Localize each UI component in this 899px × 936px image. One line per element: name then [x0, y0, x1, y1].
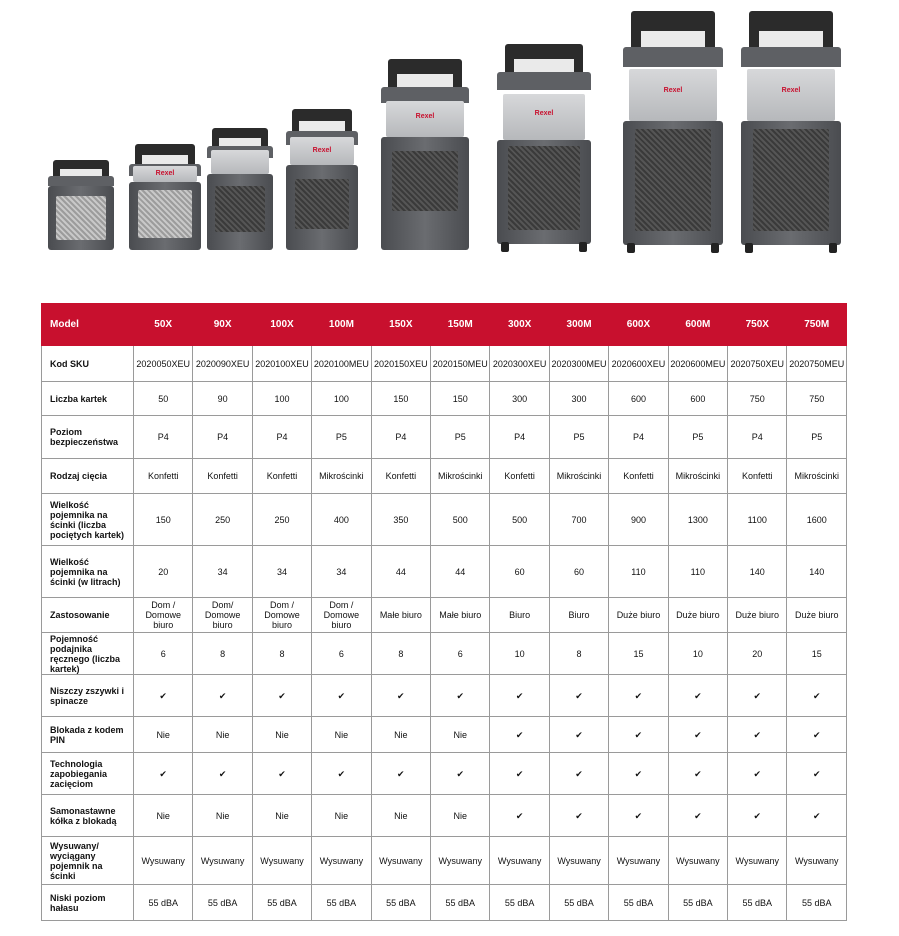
table-cell: 8	[549, 633, 608, 675]
checkmark-icon: ✔	[431, 675, 490, 717]
table-cell: 20	[134, 546, 193, 598]
header-model-300m: 300M	[549, 304, 608, 346]
checkmark-icon: ✔	[312, 753, 371, 795]
table-cell: 500	[490, 494, 549, 546]
checkmark-icon: ✔	[609, 675, 668, 717]
checkmark-icon: ✔	[252, 675, 311, 717]
table-cell: Konfetti	[193, 459, 252, 494]
table-cell: Nie	[193, 717, 252, 753]
table-cell: 140	[787, 546, 847, 598]
table-cell: 750	[787, 382, 847, 416]
table-cell: P5	[312, 416, 371, 459]
checkmark-icon: ✔	[431, 753, 490, 795]
checkmark-icon: ✔	[668, 717, 727, 753]
table-cell: 55 dBA	[312, 885, 371, 921]
table-cell: 2020750MEU	[787, 346, 847, 382]
table-cell: Nie	[134, 795, 193, 837]
shredder-image-750x	[741, 11, 841, 245]
row-label: Pojemność podajnika ręcznego (liczba kartek)	[42, 633, 134, 675]
table-cell: 15	[787, 633, 847, 675]
header-model-150x: 150X	[371, 304, 430, 346]
table-row	[42, 675, 847, 717]
checkmark-icon: ✔	[787, 795, 847, 837]
checkmark-icon: ✔	[252, 753, 311, 795]
table-cell: P4	[193, 416, 252, 459]
table-cell: 55 dBA	[193, 885, 252, 921]
table-cell: Dom / Domowe biuro	[252, 598, 311, 633]
table-row	[42, 416, 847, 459]
table-cell: P5	[668, 416, 727, 459]
table-cell: Małe biuro	[431, 598, 490, 633]
rexel-logo: Rexel	[534, 110, 554, 117]
table-cell: 700	[549, 494, 608, 546]
table-cell: Konfetti	[609, 459, 668, 494]
table-cell: 10	[668, 633, 727, 675]
shredder-image-100x	[207, 128, 273, 250]
table-row	[42, 346, 847, 382]
table-row	[42, 753, 847, 795]
checkmark-icon: ✔	[609, 717, 668, 753]
table-cell: 2020600MEU	[668, 346, 727, 382]
table-cell: 300	[490, 382, 549, 416]
table-cell: 10	[490, 633, 549, 675]
header-model-600x: 600X	[609, 304, 668, 346]
product-images	[0, 0, 899, 270]
shredder-image-150x	[381, 59, 469, 250]
table-cell: 250	[252, 494, 311, 546]
table-cell: 150	[134, 494, 193, 546]
table-cell: Wysuwany	[609, 837, 668, 885]
checkmark-icon: ✔	[787, 717, 847, 753]
row-label: Wysuwany/ wyciągany pojemnik na ścinki	[42, 837, 134, 885]
table-cell: Mikrościnki	[431, 459, 490, 494]
row-label: Poziom bezpieczeństwa	[42, 416, 134, 459]
checkmark-icon: ✔	[134, 675, 193, 717]
table-cell: Konfetti	[134, 459, 193, 494]
shredder-image-600x	[623, 11, 723, 245]
checkmark-icon: ✔	[134, 753, 193, 795]
table-row	[42, 633, 847, 675]
table-cell: Wysuwany	[252, 837, 311, 885]
checkmark-icon: ✔	[668, 753, 727, 795]
table-row	[42, 837, 847, 885]
shredder-image-100m	[286, 109, 358, 250]
shredder-image-300x	[497, 44, 591, 244]
table-cell: 60	[490, 546, 549, 598]
table-cell: Dom / Domowe biuro	[134, 598, 193, 633]
table-cell: Duże biuro	[668, 598, 727, 633]
header-model-label: Model	[42, 304, 134, 346]
table-cell: Nie	[431, 795, 490, 837]
checkmark-icon: ✔	[549, 753, 608, 795]
table-cell: Duże biuro	[728, 598, 787, 633]
table-cell: 400	[312, 494, 371, 546]
table-cell: 350	[371, 494, 430, 546]
table-cell: 2020050XEU	[134, 346, 193, 382]
row-label: Wielkość pojemnika na ścinki (w litrach)	[42, 546, 134, 598]
table-cell: 60	[549, 546, 608, 598]
checkmark-icon: ✔	[371, 675, 430, 717]
table-cell: Duże biuro	[609, 598, 668, 633]
checkmark-icon: ✔	[312, 675, 371, 717]
table-cell: Duże biuro	[787, 598, 847, 633]
table-cell: 2020300MEU	[549, 346, 608, 382]
table-cell: 15	[609, 633, 668, 675]
header-model-100m: 100M	[312, 304, 371, 346]
table-row	[42, 494, 847, 546]
table-cell: 6	[312, 633, 371, 675]
table-cell: 55 dBA	[252, 885, 311, 921]
table-cell: Biuro	[549, 598, 608, 633]
table-cell: 2020600XEU	[609, 346, 668, 382]
table-cell: 34	[193, 546, 252, 598]
table-cell: Nie	[134, 717, 193, 753]
table-cell: 140	[728, 546, 787, 598]
table-row	[42, 795, 847, 837]
checkmark-icon: ✔	[668, 675, 727, 717]
row-label: Niszczy zszywki i spinacze	[42, 675, 134, 717]
table-cell: P5	[431, 416, 490, 459]
row-label: Blokada z kodem PIN	[42, 717, 134, 753]
table-cell: Konfetti	[371, 459, 430, 494]
checkmark-icon: ✔	[728, 675, 787, 717]
table-cell: 2020300XEU	[490, 346, 549, 382]
checkmark-icon: ✔	[787, 753, 847, 795]
table-cell: 100	[252, 382, 311, 416]
row-label: Rodzaj cięcia	[42, 459, 134, 494]
checkmark-icon: ✔	[668, 795, 727, 837]
table-cell: 34	[252, 546, 311, 598]
table-cell: Mikrościnki	[787, 459, 847, 494]
table-cell: Mikrościnki	[312, 459, 371, 494]
table-cell: 55 dBA	[787, 885, 847, 921]
checkmark-icon: ✔	[193, 675, 252, 717]
table-cell: 110	[609, 546, 668, 598]
table-cell: Konfetti	[728, 459, 787, 494]
table-cell: 8	[193, 633, 252, 675]
table-cell: 8	[252, 633, 311, 675]
checkmark-icon: ✔	[728, 753, 787, 795]
table-cell: 50	[134, 382, 193, 416]
table-row	[42, 382, 847, 416]
checkmark-icon: ✔	[490, 795, 549, 837]
table-cell: 1100	[728, 494, 787, 546]
row-label: Liczba kartek	[42, 382, 134, 416]
table-cell: Konfetti	[252, 459, 311, 494]
table-cell: Wysuwany	[728, 837, 787, 885]
table-cell: 100	[312, 382, 371, 416]
row-label: Kod SKU	[42, 346, 134, 382]
table-header-row	[42, 304, 847, 346]
table-cell: 110	[668, 546, 727, 598]
table-cell: Wysuwany	[371, 837, 430, 885]
table-cell: Nie	[312, 795, 371, 837]
checkmark-icon: ✔	[787, 675, 847, 717]
checkmark-icon: ✔	[193, 753, 252, 795]
table-cell: 750	[728, 382, 787, 416]
header-model-50x: 50X	[134, 304, 193, 346]
table-cell: 2020750XEU	[728, 346, 787, 382]
checkmark-icon: ✔	[490, 753, 549, 795]
checkmark-icon: ✔	[549, 795, 608, 837]
table-row	[42, 459, 847, 494]
table-cell: Małe biuro	[371, 598, 430, 633]
header-model-100x: 100X	[252, 304, 311, 346]
table-cell: Nie	[312, 717, 371, 753]
checkmark-icon: ✔	[490, 675, 549, 717]
table-cell: 55 dBA	[431, 885, 490, 921]
table-cell: 20	[728, 633, 787, 675]
table-cell: 900	[609, 494, 668, 546]
table-cell: 1600	[787, 494, 847, 546]
table-cell: Nie	[252, 795, 311, 837]
checkmark-icon: ✔	[549, 675, 608, 717]
table-cell: 55 dBA	[371, 885, 430, 921]
table-cell: Mikrościnki	[668, 459, 727, 494]
table-cell: P4	[371, 416, 430, 459]
table-cell: P4	[134, 416, 193, 459]
table-cell: Nie	[371, 717, 430, 753]
table-cell: Wysuwany	[431, 837, 490, 885]
checkmark-icon: ✔	[609, 753, 668, 795]
table-cell: Mikrościnki	[549, 459, 608, 494]
row-label: Niski poziom hałasu	[42, 885, 134, 921]
table-cell: 600	[668, 382, 727, 416]
table-cell: 150	[371, 382, 430, 416]
table-cell: P4	[728, 416, 787, 459]
checkmark-icon: ✔	[371, 753, 430, 795]
table-cell: 55 dBA	[134, 885, 193, 921]
table-cell: Konfetti	[490, 459, 549, 494]
shredder-image-50x	[48, 160, 114, 250]
table-cell: 6	[134, 633, 193, 675]
table-cell: 250	[193, 494, 252, 546]
table-cell: 55 dBA	[728, 885, 787, 921]
table-cell: Wysuwany	[193, 837, 252, 885]
table-cell: Nie	[252, 717, 311, 753]
table-cell: 44	[431, 546, 490, 598]
table-cell: 8	[371, 633, 430, 675]
rexel-logo: Rexel	[415, 113, 435, 120]
table-cell: P5	[549, 416, 608, 459]
checkmark-icon: ✔	[728, 795, 787, 837]
table-cell: Biuro	[490, 598, 549, 633]
row-label: Wielkość pojemnika na ścinki (liczba pociętych kartek)	[42, 494, 134, 546]
table-cell: Wysuwany	[549, 837, 608, 885]
spec-table	[41, 303, 847, 921]
header-model-300x: 300X	[490, 304, 549, 346]
table-cell: 600	[609, 382, 668, 416]
header-model-750x: 750X	[728, 304, 787, 346]
table-cell: Nie	[193, 795, 252, 837]
table-cell: Nie	[371, 795, 430, 837]
rexel-logo: Rexel	[155, 170, 175, 177]
rexel-logo: Rexel	[781, 87, 801, 94]
table-cell: Wysuwany	[787, 837, 847, 885]
table-cell: 2020150MEU	[431, 346, 490, 382]
table-cell: 1300	[668, 494, 727, 546]
table-cell: 2020100MEU	[312, 346, 371, 382]
table-cell: 34	[312, 546, 371, 598]
table-row	[42, 885, 847, 921]
table-cell: 55 dBA	[549, 885, 608, 921]
table-cell: 55 dBA	[490, 885, 549, 921]
table-row	[42, 546, 847, 598]
table-cell: 2020090XEU	[193, 346, 252, 382]
header-model-90x: 90X	[193, 304, 252, 346]
table-cell: 44	[371, 546, 430, 598]
table-cell: P5	[787, 416, 847, 459]
table-cell: Wysuwany	[134, 837, 193, 885]
table-cell: 55 dBA	[609, 885, 668, 921]
checkmark-icon: ✔	[609, 795, 668, 837]
header-model-750m: 750M	[787, 304, 847, 346]
table-cell: Nie	[431, 717, 490, 753]
table-cell: Wysuwany	[490, 837, 549, 885]
table-body	[42, 346, 847, 921]
table-cell: Dom/ Domowe biuro	[193, 598, 252, 633]
rexel-logo: Rexel	[663, 87, 683, 94]
table-cell: P4	[490, 416, 549, 459]
row-label: Zastosowanie	[42, 598, 134, 633]
header-model-600m: 600M	[668, 304, 727, 346]
table-row	[42, 717, 847, 753]
table-cell: 55 dBA	[668, 885, 727, 921]
table-cell: 150	[431, 382, 490, 416]
table-cell: 2020100XEU	[252, 346, 311, 382]
table-cell: Dom / Domowe biuro	[312, 598, 371, 633]
table-cell: 2020150XEU	[371, 346, 430, 382]
table-cell: 6	[431, 633, 490, 675]
checkmark-icon: ✔	[728, 717, 787, 753]
header-model-150m: 150M	[431, 304, 490, 346]
row-label: Samonastawne kółka z blokadą	[42, 795, 134, 837]
table-cell: Wysuwany	[312, 837, 371, 885]
checkmark-icon: ✔	[549, 717, 608, 753]
table-row	[42, 598, 847, 633]
table-cell: Wysuwany	[668, 837, 727, 885]
row-label: Technologia zapobiegania zacięciom	[42, 753, 134, 795]
table-cell: P4	[252, 416, 311, 459]
table-cell: 90	[193, 382, 252, 416]
table-cell: 300	[549, 382, 608, 416]
rexel-logo: Rexel	[312, 147, 332, 154]
shredder-image-90x	[129, 144, 201, 250]
table-cell: P4	[609, 416, 668, 459]
table-cell: 500	[431, 494, 490, 546]
checkmark-icon: ✔	[490, 717, 549, 753]
